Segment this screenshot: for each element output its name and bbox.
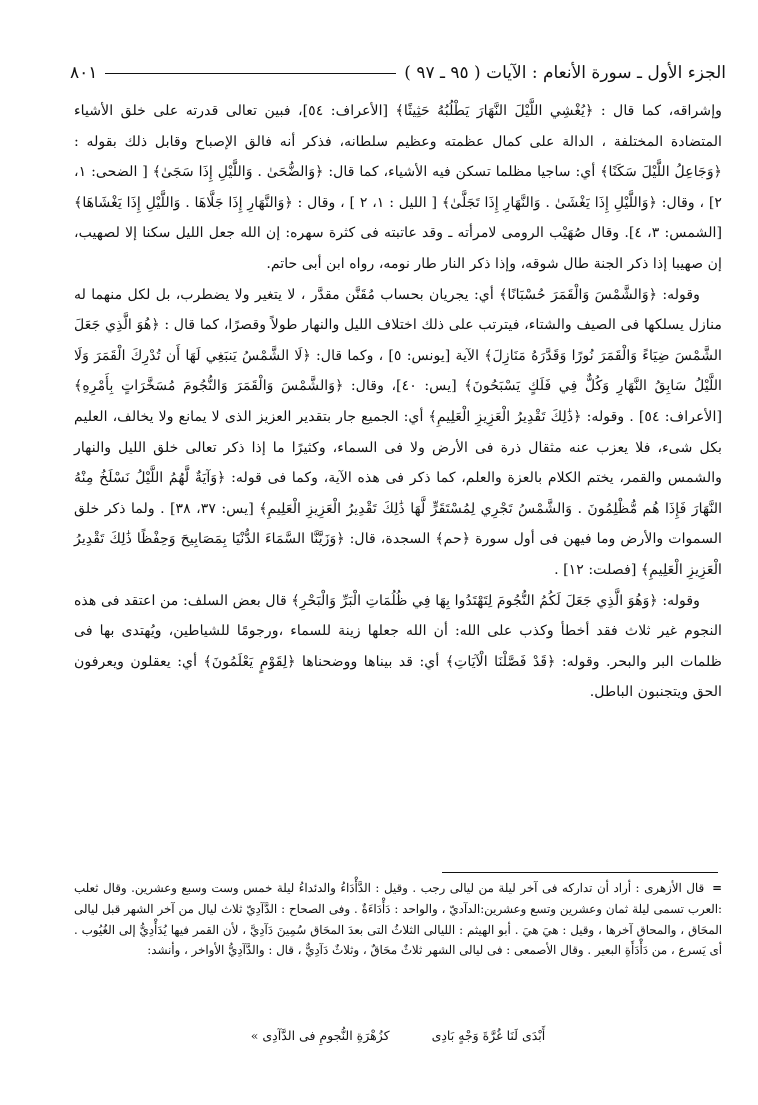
footnote-text: قال الأزهرى : أراد أن تداركه فى آخر ليلة من ليالى رجب . وقيل : الدَّأْدَاءُ والدئداءُ ليلة خمس وست وسبع وعشرين. وقال ثعلب :العرب تسمى ليلة ثمان وعشرين وتسع وعشرين:الدآديّ ، والواحد : دَأْدَاءَةٌ . وفى الصحاح : الدَّآدِيّ ثلاث ليال من آخر الشهر قبل ليالى المحَاق ، والمحاق آخرها ، وقيل : هيَ هيَ . أبو الهيثم : الليالى الثلاثُ التى بعدَ المحَاق سُمِينَ دَآدِيَّ ، لأن القمر فيها يُدَأْدِيُّ إلى الغُيُوب . أى يَسرع ، من دَأْدَأَةِ البعير . وقال الأصمعى : فى ليالى الشهر ثلاثٌ محَاقٌ ، وثلاثٌ دَآدِيٌّ ، قال : والدَّآدِيُّ الأواخر ، وأنشد: [74, 881, 722, 958]
verse-hemistich-first: أَبْدَى لَنَا غُرَّةَ وَجْهٍ بَادِى [431, 1028, 546, 1043]
header-rule [105, 73, 396, 74]
footnote [74, 878, 722, 961]
page-number: ٨٠١ [70, 63, 98, 83]
paragraph: وإشراقه، كما قال : ﴿يُغْشِي اللَّيْلَ النَّهَارَ يَطْلُبُهُ حَثِيثًا﴾ [الأعراف: ٥٤]، فبين تعالى قدرته على خلق الأشياء المتضادة المختلفة ، الدالة على كمال عظمته وعظيم سلطانه، فذكر أنه فالق الإصباح وقابل ذلك بقوله : ﴿وَجَاعِلُ اللَّيْلَ سَكَنًا﴾ أي: ساجيا مظلما تسكن فيه الأشياء، كما قال: ﴿وَالضُّحَىٰ . وَاللَّيْلِ إِذَا سَجَىٰ﴾ [ الضحى: ١، ٢] ، وقال: ﴿وَاللَّيْلِ إِذَا يَغْشَىٰ . وَالنَّهَارِ إِذَا تَجَلَّىٰ﴾ [ الليل : ١، ٢ ] ، وقال : ﴿وَالنَّهَارِ إِذَا جَلَّاهَا . وَاللَّيْلِ إِذَا يَغْشَاهَا﴾ [الشمس: ٣، ٤]. وقال صُهَيْب الرومى لامرأته ـ وقد عاتبته فى كثرة سهره: إن الله جعل الليل سكنا إلا لصهيب، إن صهيبا إذا ذكر الجنة طال شوقه، وإذا ذكر النار طار نومه، رواه ابن أبى حاتم. [74, 103, 722, 272]
paragraph: وقوله: ﴿وَالشَّمْسَ وَالْقَمَرَ حُسْبَانًا﴾ أي: يجريان بحساب مُقَنَّن مقدَّر ، لا يتغير ولا يضطرب، بل لكل منهما له منازل يسلكها فى الصيف والشتاء، فيترتب على ذلك اختلاف الليل والنهار طولاً وقصرًا، كما قال : ﴿هُوَ الَّذِي جَعَلَ الشَّمْسَ ضِيَاءً وَالْقَمَرَ نُورًا وَقَدَّرَهُ مَنَازِلَ﴾ الآية [يونس: ٥] ، وكما قال: ﴿لَا الشَّمْسُ يَنبَغِي لَهَا أَن تُدْرِكَ الْقَمَرَ وَلَا اللَّيْلُ سَابِقُ النَّهَارِ وَكُلٌّ فِي فَلَكٍ يَسْبَحُونَ﴾ [يس: ٤٠]، وقال: ﴿وَالشَّمْسَ وَالْقَمَرَ وَالنُّجُومَ مُسَخَّرَاتٍ بِأَمْرِهِ﴾ [الأعراف: ٥٤] . وقوله: ﴿ذَٰلِكَ تَقْدِيرُ الْعَزِيزِ الْعَلِيمِ﴾ أي: الجميع جار بتقدير العزيز الذى لا يمانع ولا يخالف، العليم بكل شىء، فلا يعزب عنه مثقال ذرة فى الأرض ولا فى السماء، وكثيرًا ما إذا ذكر تعالى خلق الليل والنهار والشمس والقمر، يختم الكلام بالعزة والعلم، كما ذكر فى هذه الآية، وكما فى قوله: ﴿وَآيَةٌ لَّهُمُ اللَّيْلُ نَسْلَخُ مِنْهُ النَّهَارَ فَإِذَا هُم مُّظْلِمُونَ . وَالشَّمْسُ تَجْرِي لِمُسْتَقَرٍّ لَّهَا ذَٰلِكَ تَقْدِيرُ الْعَزِيزِ الْعَلِيمِ﴾ [يس: ٣٧، ٣٨] . ولما ذكر خلق السموات والأرض وما فيهن فى أول سورة ﴿حم﴾ السجدة، قال: ﴿وَزَيَّنَّا السَّمَاءَ الدُّنْيَا بِمَصَابِيحَ وَحِفْظًا ذَٰلِكَ تَقْدِيرُ الْعَزِيزِ الْعَلِيمِ﴾ [فصلت: ١٢] . [74, 286, 723, 578]
footnote-marker: = [712, 881, 722, 895]
header-title: الجزء الأول ـ سورة الأنعام : الآيات ( ٩٥ ـ ٩٧ ) [404, 63, 726, 83]
footnote-verse [74, 1028, 722, 1056]
verse-hemistich-second: كزُهْرَةِ النُّجومِ فى الدَّآدِى » [250, 1028, 390, 1043]
footnote-separator [442, 872, 718, 873]
main-text [74, 96, 722, 708]
running-header [70, 58, 726, 88]
paragraph: وقوله: ﴿وَهُوَ الَّذِي جَعَلَ لَكُمُ النُّجُومَ لِتَهْتَدُوا بِهَا فِي ظُلُمَاتِ الْبَرِّ وَالْبَحْرِ﴾ قال بعض السلف: من اعتقد فى هذه النجوم غير ثلاث فقد أخطأ وكذب على الله: أن الله جعلها زينة للسماء ،ورجومًا للشياطين، ويُهتدى بها فى ظلمات البر والبحر. وقوله: ﴿قَدْ فَصَّلْنَا الْآيَاتِ﴾ أي: قد بيناها ووضحناها ﴿لِقَوْمٍ يَعْلَمُونَ﴾ أي: يعقلون ويعرفون الحق ويتجنبون الباطل. [74, 592, 722, 701]
